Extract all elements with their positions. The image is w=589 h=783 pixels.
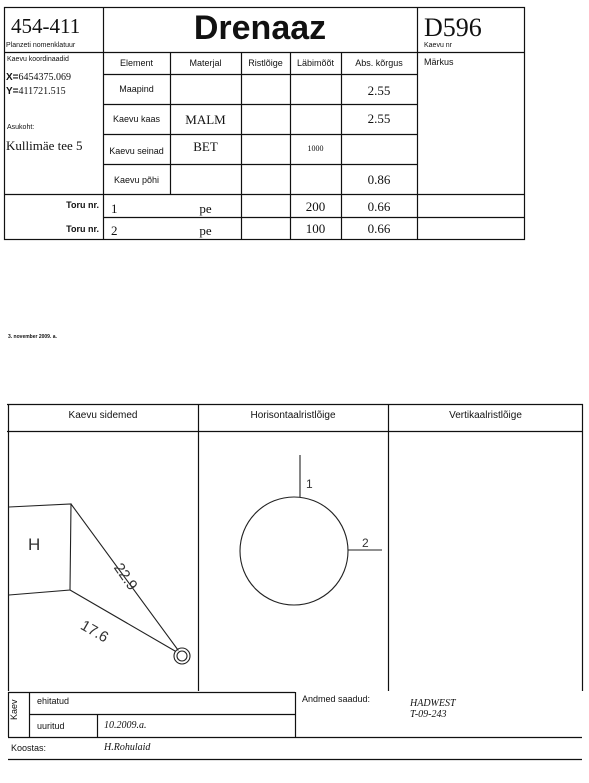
panel-title-horizontal: Horisontaalristlõige — [250, 410, 336, 421]
pipe-material: pe — [199, 201, 212, 216]
well-id-label: Kaevu nr — [424, 42, 453, 49]
pipe-number-label: 1 — [306, 477, 313, 491]
pipe-label: Toru nr. — [66, 224, 99, 234]
col-header-height: Abs. kõrgus — [355, 58, 403, 68]
y-coordinate: Y=411721.515 — [6, 86, 66, 97]
col-header-material: Materjal — [189, 58, 222, 68]
coords-label: Kaevu koordinaadid — [7, 56, 69, 63]
data-source-value: HADWEST — [410, 698, 456, 709]
pipe-label: Toru nr. — [66, 200, 99, 210]
pipe-diameter: 200 — [305, 199, 326, 214]
x-coordinate: X=6454375.069 — [6, 72, 72, 83]
panel-title-vertical: Vertikaalristlõige — [449, 410, 522, 421]
pipe-number: 1 — [111, 201, 118, 216]
col-header-section: Ristlõige — [248, 58, 283, 68]
horizontal-section-sketch — [198, 440, 388, 630]
well-id: D596 — [424, 13, 482, 42]
connection-sketch — [0, 480, 198, 680]
table-row-material: BET — [193, 139, 218, 154]
distance-label-1: 22.9 — [110, 560, 141, 594]
pipe-number: 2 — [111, 223, 118, 238]
sheet-label: Planzeti nomenklatuur — [6, 42, 76, 49]
building-label: H — [28, 535, 41, 554]
data-source-label: Andmed saadud: — [302, 694, 371, 704]
well-section-circle — [240, 497, 348, 605]
data-source-code: T-09-243 — [410, 709, 447, 720]
remarks-label: Märkus — [424, 57, 454, 67]
compiled-value: H.Rohulaid — [104, 742, 151, 753]
well-circle — [174, 648, 190, 664]
kaev-label: Kaev — [9, 699, 19, 720]
pipe-number-label: 2 — [362, 536, 369, 550]
page-title: Drenaaz — [193, 9, 327, 47]
table-row-material: MALM — [185, 112, 226, 127]
well-inner-circle — [177, 651, 187, 661]
pipe-height: 0.66 — [367, 221, 391, 236]
address: Kullimäe tee 5 — [6, 138, 83, 153]
address-label: Asukoht: — [7, 124, 35, 131]
table-row-element: Kaevu kaas — [112, 114, 161, 124]
table-row-height: 2.55 — [367, 83, 391, 98]
surveyed-value: 10.2009.a. — [104, 720, 147, 731]
col-header-element: Element — [119, 58, 154, 68]
surveyed-label: uuritud — [37, 721, 65, 731]
pipe-height: 0.66 — [367, 199, 391, 214]
table-row-element: Kaevu põhi — [113, 175, 160, 185]
compiled-label: Koostas: — [11, 743, 47, 753]
pipe-diameter: 100 — [305, 221, 326, 236]
sheet-number: 454-411 — [11, 14, 81, 38]
table-row-height: 2.55 — [367, 111, 391, 126]
pipe-material: pe — [199, 223, 212, 238]
footer-grid — [0, 685, 589, 783]
date-note: 3. november 2009. a. — [8, 334, 57, 340]
table-row-height: 0.86 — [367, 172, 391, 187]
col-header-diameter: Läbimõõt — [296, 58, 335, 68]
distance-label-2: 17.6 — [77, 617, 112, 647]
table-row-element: Kaevu seinad — [109, 146, 164, 156]
table-row-element: Maapind — [119, 84, 154, 94]
built-label: ehitatud — [37, 696, 70, 706]
panel-title-connections: Kaevu sidemed — [68, 410, 138, 421]
table-row-diameter: 1000 — [307, 144, 324, 153]
